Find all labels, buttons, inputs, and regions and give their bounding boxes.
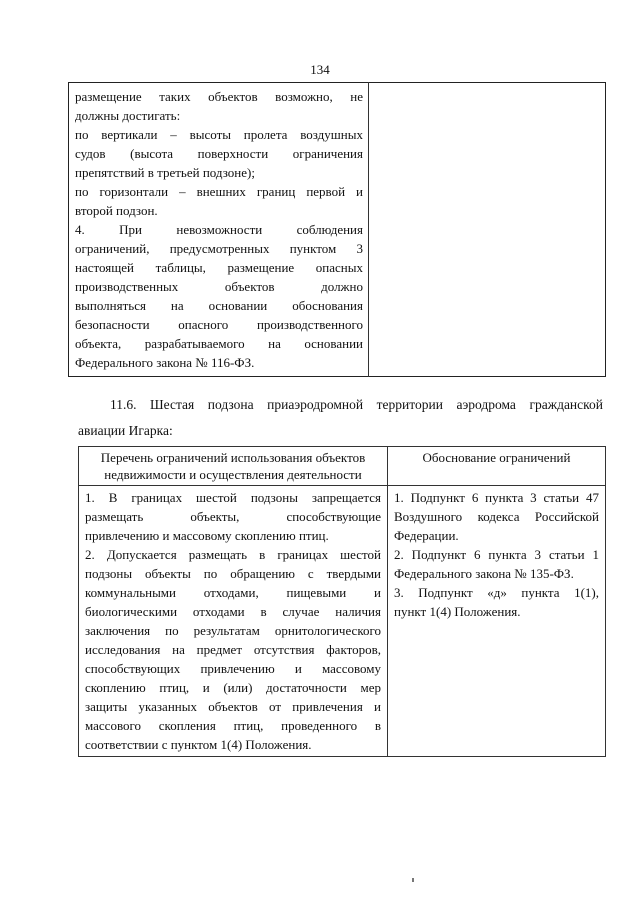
text-line: производственных объектов должно [75, 279, 363, 294]
page-number: 134 [310, 62, 330, 77]
text-line: безопасности опасного производственного [75, 317, 363, 332]
header-justification: Обоснование ограничений [388, 447, 606, 486]
text-line: 3. Подпункт «д» пункта 1(1), [394, 585, 599, 600]
text-line: препятствий в третьей подзоне); [75, 165, 255, 180]
text-line: по горизонтали – внешних границ первой и [75, 184, 363, 199]
text-line: объекта, разрабатываемого на основании [75, 336, 363, 351]
text-line: скоплению птиц, и (или) достаточности мер [85, 680, 381, 695]
text-line: 2. Подпункт 6 пункта 3 статьи 1 [394, 547, 599, 562]
text-line: подзоны объекты по обращению с твердыми [85, 566, 381, 581]
sixth-subzone-table [78, 446, 606, 757]
text-line: Федерального закона № 116-ФЗ. [75, 355, 255, 370]
text-line: 4. При невозможности соблюдения [75, 222, 363, 237]
section-heading-line: 11.6. Шестая подзона приаэродромной территории аэродрома гражданской [110, 397, 603, 412]
continued-restrictions-table [68, 82, 606, 377]
text-line: Федерации. [394, 528, 459, 543]
text-line: Воздушного кодекса Российской [394, 509, 599, 524]
text-line: способствующих привлечению и массовому [85, 661, 381, 676]
text-line: судов (высота поверхности ограничения [75, 146, 363, 161]
text-line: второй подзон. [75, 203, 158, 218]
text-line: биологическими отходами в случае наличия [85, 604, 381, 619]
text-line: Федерального закона № 135-ФЗ. [394, 566, 574, 581]
text-line: 1. В границах шестой подзоны запрещается [85, 490, 381, 505]
restrictions-cell [79, 486, 388, 757]
text-line: ограничений, предусмотренных пунктом 3 [75, 241, 363, 256]
text-line: привлечению и массовому скоплению птиц. [85, 528, 329, 543]
scan-mark [412, 878, 414, 882]
text-line: 1. Подпункт 6 пункта 3 статьи 47 [394, 490, 599, 505]
justification-cell [388, 486, 606, 757]
header-line: недвижимости и осуществления деятельности [104, 467, 362, 482]
text-line: 2. Допускается размещать в границах шестой [85, 547, 381, 562]
continued-restrictions-cell [69, 83, 369, 377]
header-restrictions [79, 447, 388, 486]
text-line: размещение таких объектов возможно, не [75, 89, 363, 104]
text-line: массового скопления птиц, проведенного в [85, 718, 381, 733]
text-line: должны достигать: [75, 108, 181, 123]
section-heading [78, 392, 603, 444]
text-line: исследования на предмет отсутствия факторов, [85, 642, 381, 657]
text-line: выполняться на основании обоснования [75, 298, 363, 313]
section-heading-line: авиации Игарка: [78, 423, 173, 438]
text-line: заключения по результатам орнитологического [85, 623, 381, 638]
text-line: по вертикали – высоты пролета воздушных [75, 127, 363, 142]
text-line: размещать объекты, способствующие [85, 509, 381, 524]
continued-justification-cell [369, 83, 606, 377]
text-line: защиты указанных объектов от привлечения и [85, 699, 381, 714]
text-line: соответствии с пунктом 1(4) Положения. [85, 737, 312, 752]
text-line: пункт 1(4) Положения. [394, 604, 521, 619]
header-line: Перечень ограничений использования объектов [100, 450, 366, 465]
text-line: коммунальными отходами, пищевыми и [85, 585, 381, 600]
text-line: настоящей таблицы, размещение опасных [75, 260, 363, 275]
